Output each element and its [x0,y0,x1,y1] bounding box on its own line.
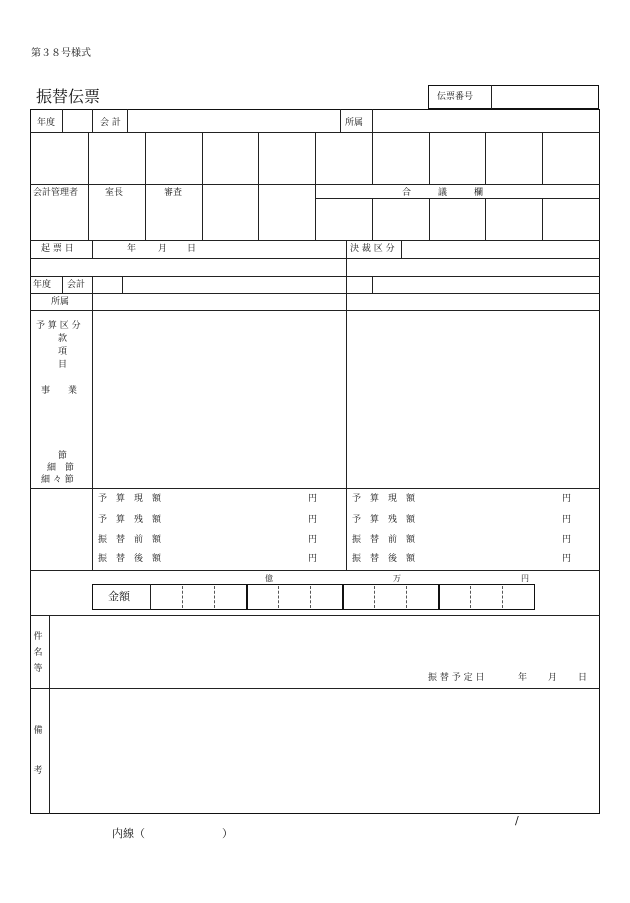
budget-setsu-label: 節 [58,451,68,461]
amount-unit-right-3: 円 [562,554,572,564]
issue-month-label: 月 [158,244,168,254]
sub-account-label: 会計 [67,280,86,290]
amount-unit-left-3: 円 [308,554,318,564]
sub-dept-label: 所属 [51,297,70,307]
subject-label-char-0: 件 [33,632,43,642]
manager-label: 会計管理者 [33,188,79,198]
budget-saisaisetsu-label: 細 々 節 [41,475,74,485]
budget-kan-label: 款 [58,334,68,344]
total-amount-field[interactable] [151,586,533,608]
header-account-label: 会 計 [100,118,121,128]
extension-label: 内線（ ） [112,827,233,840]
amount-unit-right-2: 円 [562,535,572,545]
remarks-label-char-1: 考 [33,766,43,776]
transfer-date-label: 振 替 予 定 日 [428,673,485,683]
amount-unit-left-2: 円 [308,535,318,545]
budget-jigyou-label: 事 業 [41,386,78,396]
amount-label-left-0: 予 算 現 額 [98,494,162,504]
page-title: 振替伝票 [36,87,101,106]
review-label: 審査 [164,188,183,198]
budget-field-left[interactable] [93,311,345,487]
budget-kubun-label: 予 算 区 分 [36,321,81,331]
issue-year-label: 年 [127,244,137,254]
remarks-label-char-0: 備 [33,726,43,736]
amount-label-right-2: 振 替 前 額 [352,535,416,545]
budget-field-right[interactable] [347,311,598,487]
subject-field[interactable] [50,616,598,668]
amount-unit-right-1: 円 [562,515,572,525]
amount-label-left-1: 予 算 残 額 [98,515,162,525]
transfer-year-label: 年 [518,673,528,683]
amount-label-left-3: 振 替 後 額 [98,554,162,564]
unit-man: 万 [393,574,401,583]
decision-label: 決 裁 区 分 [350,244,395,254]
decision-field[interactable] [402,241,598,257]
header-year-label: 年度 [37,118,56,128]
chief-label: 室長 [105,188,124,198]
amount-unit-left-0: 円 [308,494,318,504]
budget-saisetsu-label: 細 節 [47,463,75,473]
amount-unit-left-1: 円 [308,515,318,525]
amount-label-right-0: 予 算 現 額 [352,494,416,504]
unit-oku: 億 [265,574,273,583]
header-dept-label: 所属 [345,118,364,128]
header-year-field[interactable] [63,110,91,131]
footer-slash: / [515,814,519,827]
sub-year-label: 年度 [33,280,52,290]
issue-date-label: 起 票 日 [41,244,74,254]
header-account-field[interactable] [128,110,339,131]
unit-yen: 円 [521,574,529,583]
subject-label-char-2: 等 [33,664,43,674]
slip-number-label: 伝票番号 [437,92,474,102]
transfer-month-label: 月 [548,673,558,683]
transfer-day-label: 日 [578,673,588,683]
remarks-field[interactable] [50,689,598,812]
amount-label-right-3: 振 替 後 額 [352,554,416,564]
budget-kou-label: 項 [58,347,68,357]
budget-moku-label: 目 [58,360,68,370]
amount-label-left-2: 振 替 前 額 [98,535,162,545]
issue-day-label: 日 [187,244,197,254]
amount-unit-right-0: 円 [562,494,572,504]
council-label: 合 議 欄 [402,188,484,198]
form-number: 第３８号様式 [31,48,91,59]
total-amount-label: 金額 [108,590,130,603]
amount-label-right-1: 予 算 残 額 [352,515,416,525]
subject-label-char-1: 名 [33,648,43,658]
header-dept-field[interactable] [373,110,598,131]
